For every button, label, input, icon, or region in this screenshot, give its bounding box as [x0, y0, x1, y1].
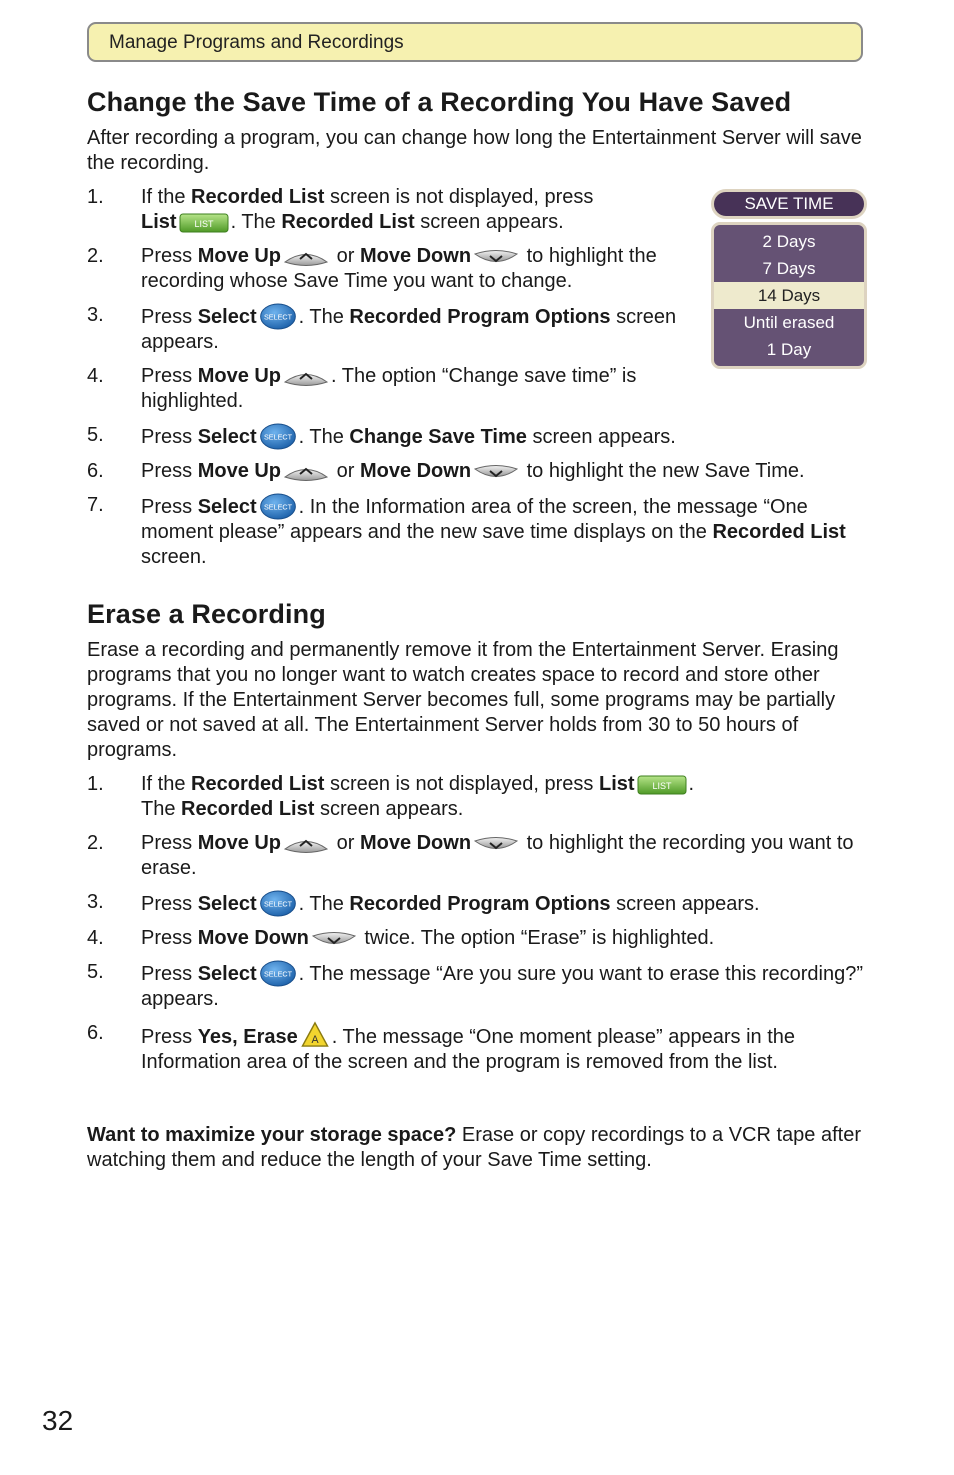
list-button-icon	[637, 775, 687, 795]
yes-erase-button-icon	[300, 1021, 330, 1048]
step-bold: Recorded List	[281, 211, 415, 233]
step-item	[87, 772, 867, 822]
step-text: or	[331, 832, 360, 854]
step-number: 3.	[87, 891, 104, 913]
move-down-button-icon	[473, 249, 519, 267]
step-item	[87, 890, 867, 917]
step-text: Press	[141, 365, 198, 387]
save-time-option[interactable]: 1 Day	[766, 340, 812, 359]
step-text: The	[141, 798, 182, 820]
section-title-erase-recording: Erase a Recording	[87, 599, 326, 629]
step-text: Press	[141, 306, 198, 328]
storage-tip	[87, 1123, 867, 1173]
step-bold: Move Down	[359, 460, 472, 482]
save-time-option-selected[interactable]: 14 Days	[714, 282, 864, 309]
step-number: 5.	[87, 961, 104, 983]
step-bold: Select	[197, 893, 257, 915]
step-bold: Move Up	[197, 245, 282, 267]
step-number: 6.	[87, 1022, 104, 1044]
step-text: screen is not displayed, press	[324, 186, 594, 208]
step-bold: Recorded Program Options	[349, 893, 611, 915]
step-text: . The	[298, 426, 350, 448]
step-bold: Select	[197, 496, 257, 518]
step-bold: Select	[197, 426, 257, 448]
step-bold: Select	[197, 963, 257, 985]
save-time-title: SAVE TIME	[711, 189, 867, 219]
step-number: 1.	[87, 186, 104, 208]
step-bold: Recorded Program Options	[349, 306, 611, 328]
move-up-button-icon	[283, 369, 329, 387]
step-text: Press	[141, 460, 198, 482]
step-text: screen appears.	[314, 798, 464, 820]
step-text: screen appears.	[141, 306, 677, 353]
save-time-option[interactable]: Until erased	[743, 313, 835, 332]
move-up-button-icon	[283, 464, 329, 482]
section-header-title: Manage Programs and Recordings	[109, 32, 404, 53]
move-down-button-icon	[473, 836, 519, 854]
step-text: or	[331, 245, 360, 267]
step-bold: Move Up	[197, 365, 282, 387]
step-text: Press	[141, 245, 198, 267]
step-text: . The message “Are you sure you want to erase this recording?” appears.	[141, 963, 863, 1010]
step-item	[87, 1021, 867, 1075]
select-button-icon	[259, 890, 297, 917]
step-text: Press	[141, 832, 198, 854]
step-bold: Recorded List	[191, 186, 325, 208]
select-button-icon	[259, 960, 297, 987]
save-time-option[interactable]: 2 Days	[762, 232, 816, 251]
step-text: Press	[141, 963, 198, 985]
step-text: to highlight the recording you want to erase.	[141, 832, 854, 879]
step-number: 3.	[87, 304, 104, 326]
step-text: screen.	[141, 546, 207, 568]
step-item	[87, 244, 721, 294]
step-bold: Move Up	[197, 460, 282, 482]
step-text: . The	[298, 893, 350, 915]
step-text: to highlight the recording whose Save Time you want to change.	[141, 245, 657, 292]
storage-tip-text: Erase or copy recordings to a VCR tape after watching them and reduce the length of your Save Time setting.	[87, 1124, 861, 1171]
step-text: . The message “One moment please” appears in the Information area of the screen and the program is removed from the list.	[141, 1026, 795, 1073]
step-number: 4.	[87, 365, 104, 387]
step-text: screen appears.	[610, 893, 760, 915]
select-button-icon	[259, 303, 297, 330]
step-bold: Recorded List	[191, 773, 325, 795]
step-number: 4.	[87, 927, 104, 949]
step-bold: Change Save Time	[349, 426, 527, 448]
section-intro: Erase a recording and permanently remove it from the Entertainment Server. Erasing programs that you no longer want to watch creates space to record and store other programs. If the Entertainment Server becomes full, some programs may be partially saved or not saved at all. The Entertainment Server holds from 30 to 50 hours of programs.	[87, 639, 839, 761]
step-text: screen appears.	[414, 211, 564, 233]
step-number: 2.	[87, 245, 104, 267]
step-item	[87, 423, 867, 450]
select-button-icon	[259, 423, 297, 450]
step-text: . In the Information area of the screen, the message “One moment please” appears and the new save time displays on the	[141, 496, 808, 543]
step-bold: Recorded List	[712, 521, 846, 543]
step-text: to highlight the new Save Time.	[521, 460, 805, 482]
step-number: 5.	[87, 424, 104, 446]
step-text: Press	[141, 426, 198, 448]
select-button-icon	[259, 493, 297, 520]
step-number: 2.	[87, 832, 104, 854]
move-down-button-icon	[473, 464, 519, 482]
step-text: If the	[141, 773, 192, 795]
step-text: .	[688, 773, 695, 795]
step-text: . The	[298, 306, 350, 328]
step-text: Press	[141, 496, 198, 518]
step-text: Press	[141, 1026, 198, 1048]
step-item	[87, 364, 721, 414]
step-bold: List	[141, 211, 177, 233]
page-number: 32	[42, 1405, 74, 1436]
step-bold: Recorded List	[181, 798, 315, 820]
step-bold: Move Up	[197, 832, 282, 854]
step-text: . The option “Change save time” is highlighted.	[141, 365, 637, 412]
step-item	[87, 459, 867, 484]
step-text: If the	[141, 186, 192, 208]
save-time-option[interactable]: 7 Days	[762, 259, 816, 278]
step-text: screen appears.	[526, 426, 676, 448]
step-bold: Move Down	[359, 245, 472, 267]
step-item	[87, 303, 721, 355]
step-bold: Select	[197, 306, 257, 328]
section-header-bar	[87, 22, 863, 62]
list-button-icon	[179, 213, 229, 233]
step-number: 6.	[87, 460, 104, 482]
change-save-time-steps	[87, 185, 867, 570]
step-bold: List	[598, 773, 635, 795]
storage-tip-heading: Want to maximize your storage space?	[87, 1124, 457, 1146]
section-title-change-save-time: Change the Save Time of a Recording You Have Saved	[87, 87, 792, 117]
move-up-button-icon	[283, 836, 329, 854]
page-content	[87, 84, 867, 1173]
step-number: 7.	[87, 494, 104, 516]
move-up-button-icon	[283, 249, 329, 267]
step-text: Press	[141, 927, 198, 949]
section-intro: After recording a program, you can change how long the Entertainment Server will save the recording.	[87, 127, 862, 174]
step-text: screen is not displayed, press	[324, 773, 599, 795]
step-number: 1.	[87, 773, 104, 795]
step-bold: Yes, Erase	[197, 1026, 298, 1048]
erase-recording-steps	[87, 772, 867, 1075]
step-item	[87, 960, 867, 1012]
step-text: twice. The option “Erase” is highlighted.	[358, 927, 715, 949]
step-item	[87, 831, 867, 881]
step-bold: Move Down	[197, 927, 309, 949]
step-item	[87, 493, 867, 570]
step-item	[87, 926, 867, 951]
move-down-button-icon	[311, 931, 357, 949]
step-bold: Move Down	[359, 832, 472, 854]
step-text: or	[331, 460, 360, 482]
step-text: . The	[230, 211, 282, 233]
step-item	[87, 185, 721, 235]
step-text: Press	[141, 893, 198, 915]
